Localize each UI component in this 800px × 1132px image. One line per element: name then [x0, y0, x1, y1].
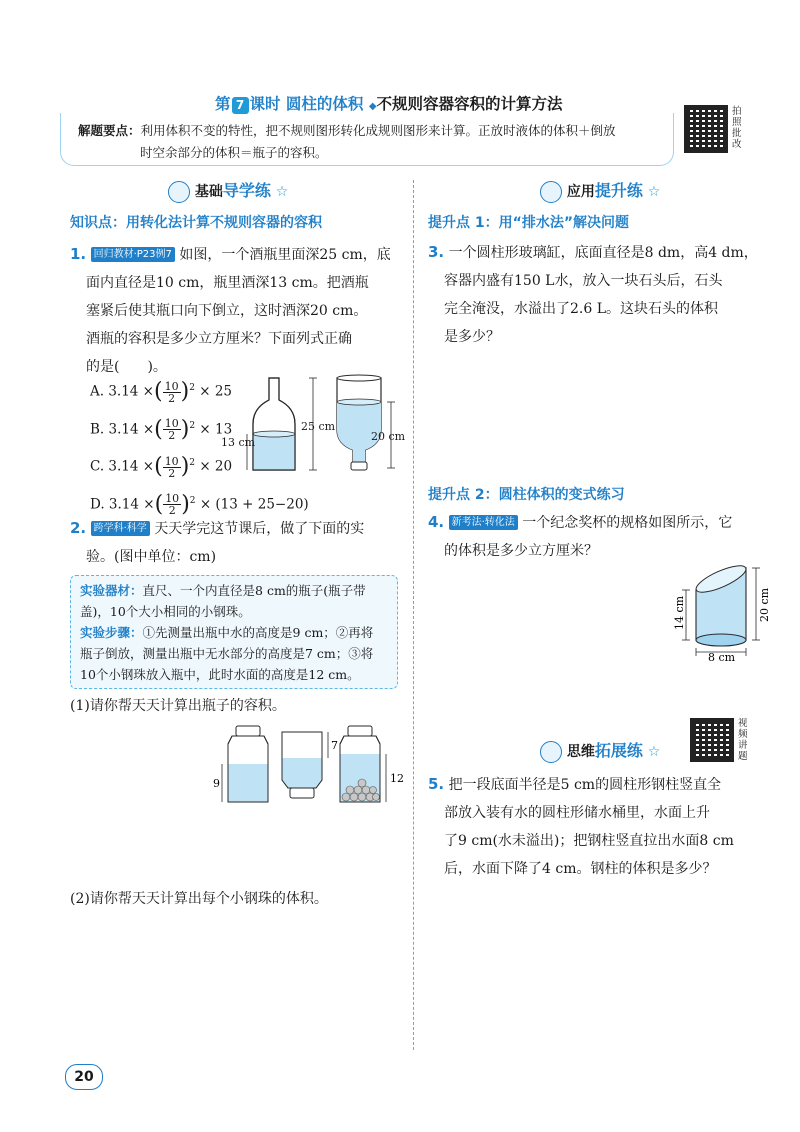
option-prefix: C. 3.14 ×: [90, 458, 155, 475]
tips-line-2: 时空余部分的体积＝瓶子的容积。: [140, 145, 328, 160]
q3-line: 一个圆柱形玻璃缸，底面直径是8 dm，高4 dm，: [448, 245, 758, 261]
improvement-point-1: 提升点 1：用“排水法”解决问题: [428, 215, 630, 231]
tips-label: 解题要点：: [78, 123, 141, 138]
question-3: [428, 238, 778, 351]
section-big-label: 提升练: [594, 181, 643, 200]
question-number: 3.: [428, 243, 445, 261]
steps-text: 10个小钢珠放入瓶中，此时水面的高度是12 cm。: [80, 667, 360, 682]
option-suffix: × 20: [199, 458, 233, 475]
knowledge-point: 知识点：用转化法计算不规则容器的容积: [70, 215, 322, 231]
slanted-cylinder-figure: [672, 562, 782, 662]
title-arrow-icon: ◆: [368, 101, 377, 112]
steps-text: 瓶子倒放，测量出瓶中无水部分的高度是7 cm；③将: [80, 646, 374, 661]
option-b[interactable]: B. 3.14 ×( $\frac{10}{2}$ )$^2$ × 13: [90, 416, 233, 442]
star-icon: ☆: [647, 744, 661, 760]
option-prefix: D. 3.14 ×: [90, 496, 155, 512]
title-main: 课时 圆柱的体积: [249, 95, 364, 113]
equipment-label: 实验器材：: [80, 583, 143, 598]
q1-line: 如图，一个酒瓶里面深25 cm，底: [179, 247, 391, 263]
fraction-denominator: 2: [168, 429, 176, 442]
question-number: 5.: [428, 775, 445, 793]
section-extension-practice: [540, 738, 660, 763]
label-9: 9: [213, 777, 220, 790]
qr-label: 视频讲题: [738, 718, 748, 762]
q2-line: 验。(图中单位：cm): [86, 549, 217, 565]
option-prefix: A. 3.14 ×: [90, 383, 154, 400]
question-tag: 跨学科·科学: [91, 521, 150, 536]
label-25cm: 25 cm: [301, 420, 336, 433]
q4-line: 一个纪念奖杯的规格如图所示，它: [522, 515, 733, 531]
q2-sub-2: (2)请你帮天天计算出每个小钢珠的体积。: [70, 891, 328, 907]
option-suffix: × (13 + 25−20): [199, 496, 309, 512]
fraction-numerator: 10: [164, 379, 179, 393]
q2-line: 天天学完这节课后，做了下面的实: [154, 521, 365, 537]
fraction-numerator: 10: [165, 492, 180, 505]
improvement-point-2: 提升点 2：圆柱体积的变式练习: [428, 487, 625, 503]
experiment-text: [80, 580, 392, 685]
fraction-denominator: 2: [168, 466, 176, 480]
q3-line: 容器内盛有150 L水，放入一块石头后，石头: [444, 273, 723, 289]
exponent: 2: [189, 495, 196, 506]
q5-line: 后，水面下降了4 cm。钢柱的体积是多少？: [444, 861, 717, 877]
label-12: 12: [390, 772, 404, 785]
q1-line: 酒瓶的容积是多少立方厘米？下面列式正确: [86, 331, 352, 347]
q2-sub-1: (1)请你帮天天计算出瓶子的容积。: [70, 698, 286, 714]
question-2: [70, 514, 410, 571]
star-icon: ☆: [647, 184, 661, 200]
label-20cm-right: 20 cm: [758, 587, 771, 622]
q1-answer-blank[interactable]: 的是( )。: [86, 359, 167, 375]
q1-line: 面内直径是10 cm，瓶里酒深13 cm。把酒瓶: [86, 275, 369, 291]
section-small-label: 思维: [566, 744, 595, 760]
column-divider: [413, 180, 414, 1050]
label-14cm: 14 cm: [673, 595, 686, 630]
q4-line: 的体积是多少立方厘米？: [444, 543, 598, 559]
q5-line: 把一段底面半径是5 cm的圆柱形钢柱竖直全: [448, 777, 722, 793]
section-small-label: 应用: [566, 184, 595, 200]
label-7: 7: [331, 739, 338, 752]
label-20cm: 20 cm: [371, 430, 406, 443]
question-5: [428, 770, 778, 883]
q3-line: 完全淹没，水溢出了2.6 L。这块石头的体积: [444, 301, 719, 317]
mascot-icon: [168, 181, 190, 203]
q1-line: 塞紧后使其瓶口向下倒立，这时酒深20 cm。: [86, 303, 368, 319]
question-1: [70, 240, 410, 381]
question-tag: 回归教材·P23例7: [91, 247, 175, 262]
q5-line: 了9 cm(水未溢出)；把钢柱竖直拉出水面8 cm: [444, 833, 734, 849]
section-big-label: 拓展练: [594, 741, 643, 760]
solving-tips: [78, 120, 668, 164]
question-4: [428, 508, 778, 565]
question-number: 2.: [70, 519, 87, 537]
exponent: 2: [189, 383, 195, 393]
option-a[interactable]: A. 3.14 ×( $\frac{10}{2}$ )$^2$ × 25: [90, 379, 232, 405]
star-icon: ☆: [275, 184, 289, 200]
question-number: 4.: [428, 513, 445, 531]
steps-label: 实验步骤：: [80, 625, 143, 640]
mascot-icon: [540, 181, 562, 203]
experiment-bottles-figure: [210, 722, 410, 807]
tips-line-1: 利用体积不变的特性，把不规则图形转化成规则图形来计算。正放时液体的体积＋倒放: [140, 123, 616, 138]
fraction-numerator: 10: [164, 417, 179, 430]
qr-code-icon[interactable]: [690, 718, 734, 762]
q5-line: 部放入装有水的圆柱形储水桶里，水面上升: [444, 805, 710, 821]
wine-bottle-figure: [221, 372, 410, 477]
option-prefix: B. 3.14 ×: [90, 421, 155, 437]
title-sub: 不规则容器容积的计算方法: [376, 95, 563, 113]
qr-code-icon[interactable]: [684, 105, 728, 153]
mascot-icon: [540, 741, 562, 763]
question-number: 1.: [70, 245, 87, 263]
fraction-numerator: 10: [164, 454, 179, 468]
qr-label: 拍照批改: [732, 106, 742, 150]
section-basic-practice: [168, 178, 288, 203]
section-small-label: 基础: [194, 184, 223, 200]
equipment-text: 直尺、一个内直径是8 cm的瓶子(瓶子带: [142, 583, 366, 598]
label-13cm: 13 cm: [221, 436, 256, 449]
lesson-title: [215, 92, 635, 114]
option-c[interactable]: C. 3.14 ×( $\frac{10}{2}$ )$^2$ × 20: [90, 454, 233, 480]
label-8cm: 8 cm: [708, 651, 736, 664]
page-number: 20: [65, 1064, 103, 1090]
exponent: 2: [189, 420, 196, 431]
section-big-label: 导学练: [222, 181, 271, 200]
steps-text: ①先测量出瓶中水的高度是9 cm；②再将: [142, 625, 374, 640]
fraction-denominator: 2: [168, 391, 176, 405]
exponent: 2: [189, 458, 196, 468]
option-d[interactable]: D. 3.14 ×( $\frac{10}{2}$ )$^2$ × (13 + 25−20): [90, 491, 309, 517]
question-tag: 新考法·转化法: [449, 515, 518, 530]
q3-line: 是多少？: [444, 329, 500, 345]
option-suffix: × 25: [199, 383, 232, 400]
equipment-text: 盖)，10个大小相同的小钢珠。: [80, 604, 251, 619]
title-prefix: 第: [215, 95, 231, 113]
section-applied-practice: [540, 178, 660, 203]
fraction-denominator: 2: [168, 504, 176, 517]
lesson-number-badge: 7: [232, 97, 249, 114]
option-suffix: × 13: [199, 421, 233, 437]
